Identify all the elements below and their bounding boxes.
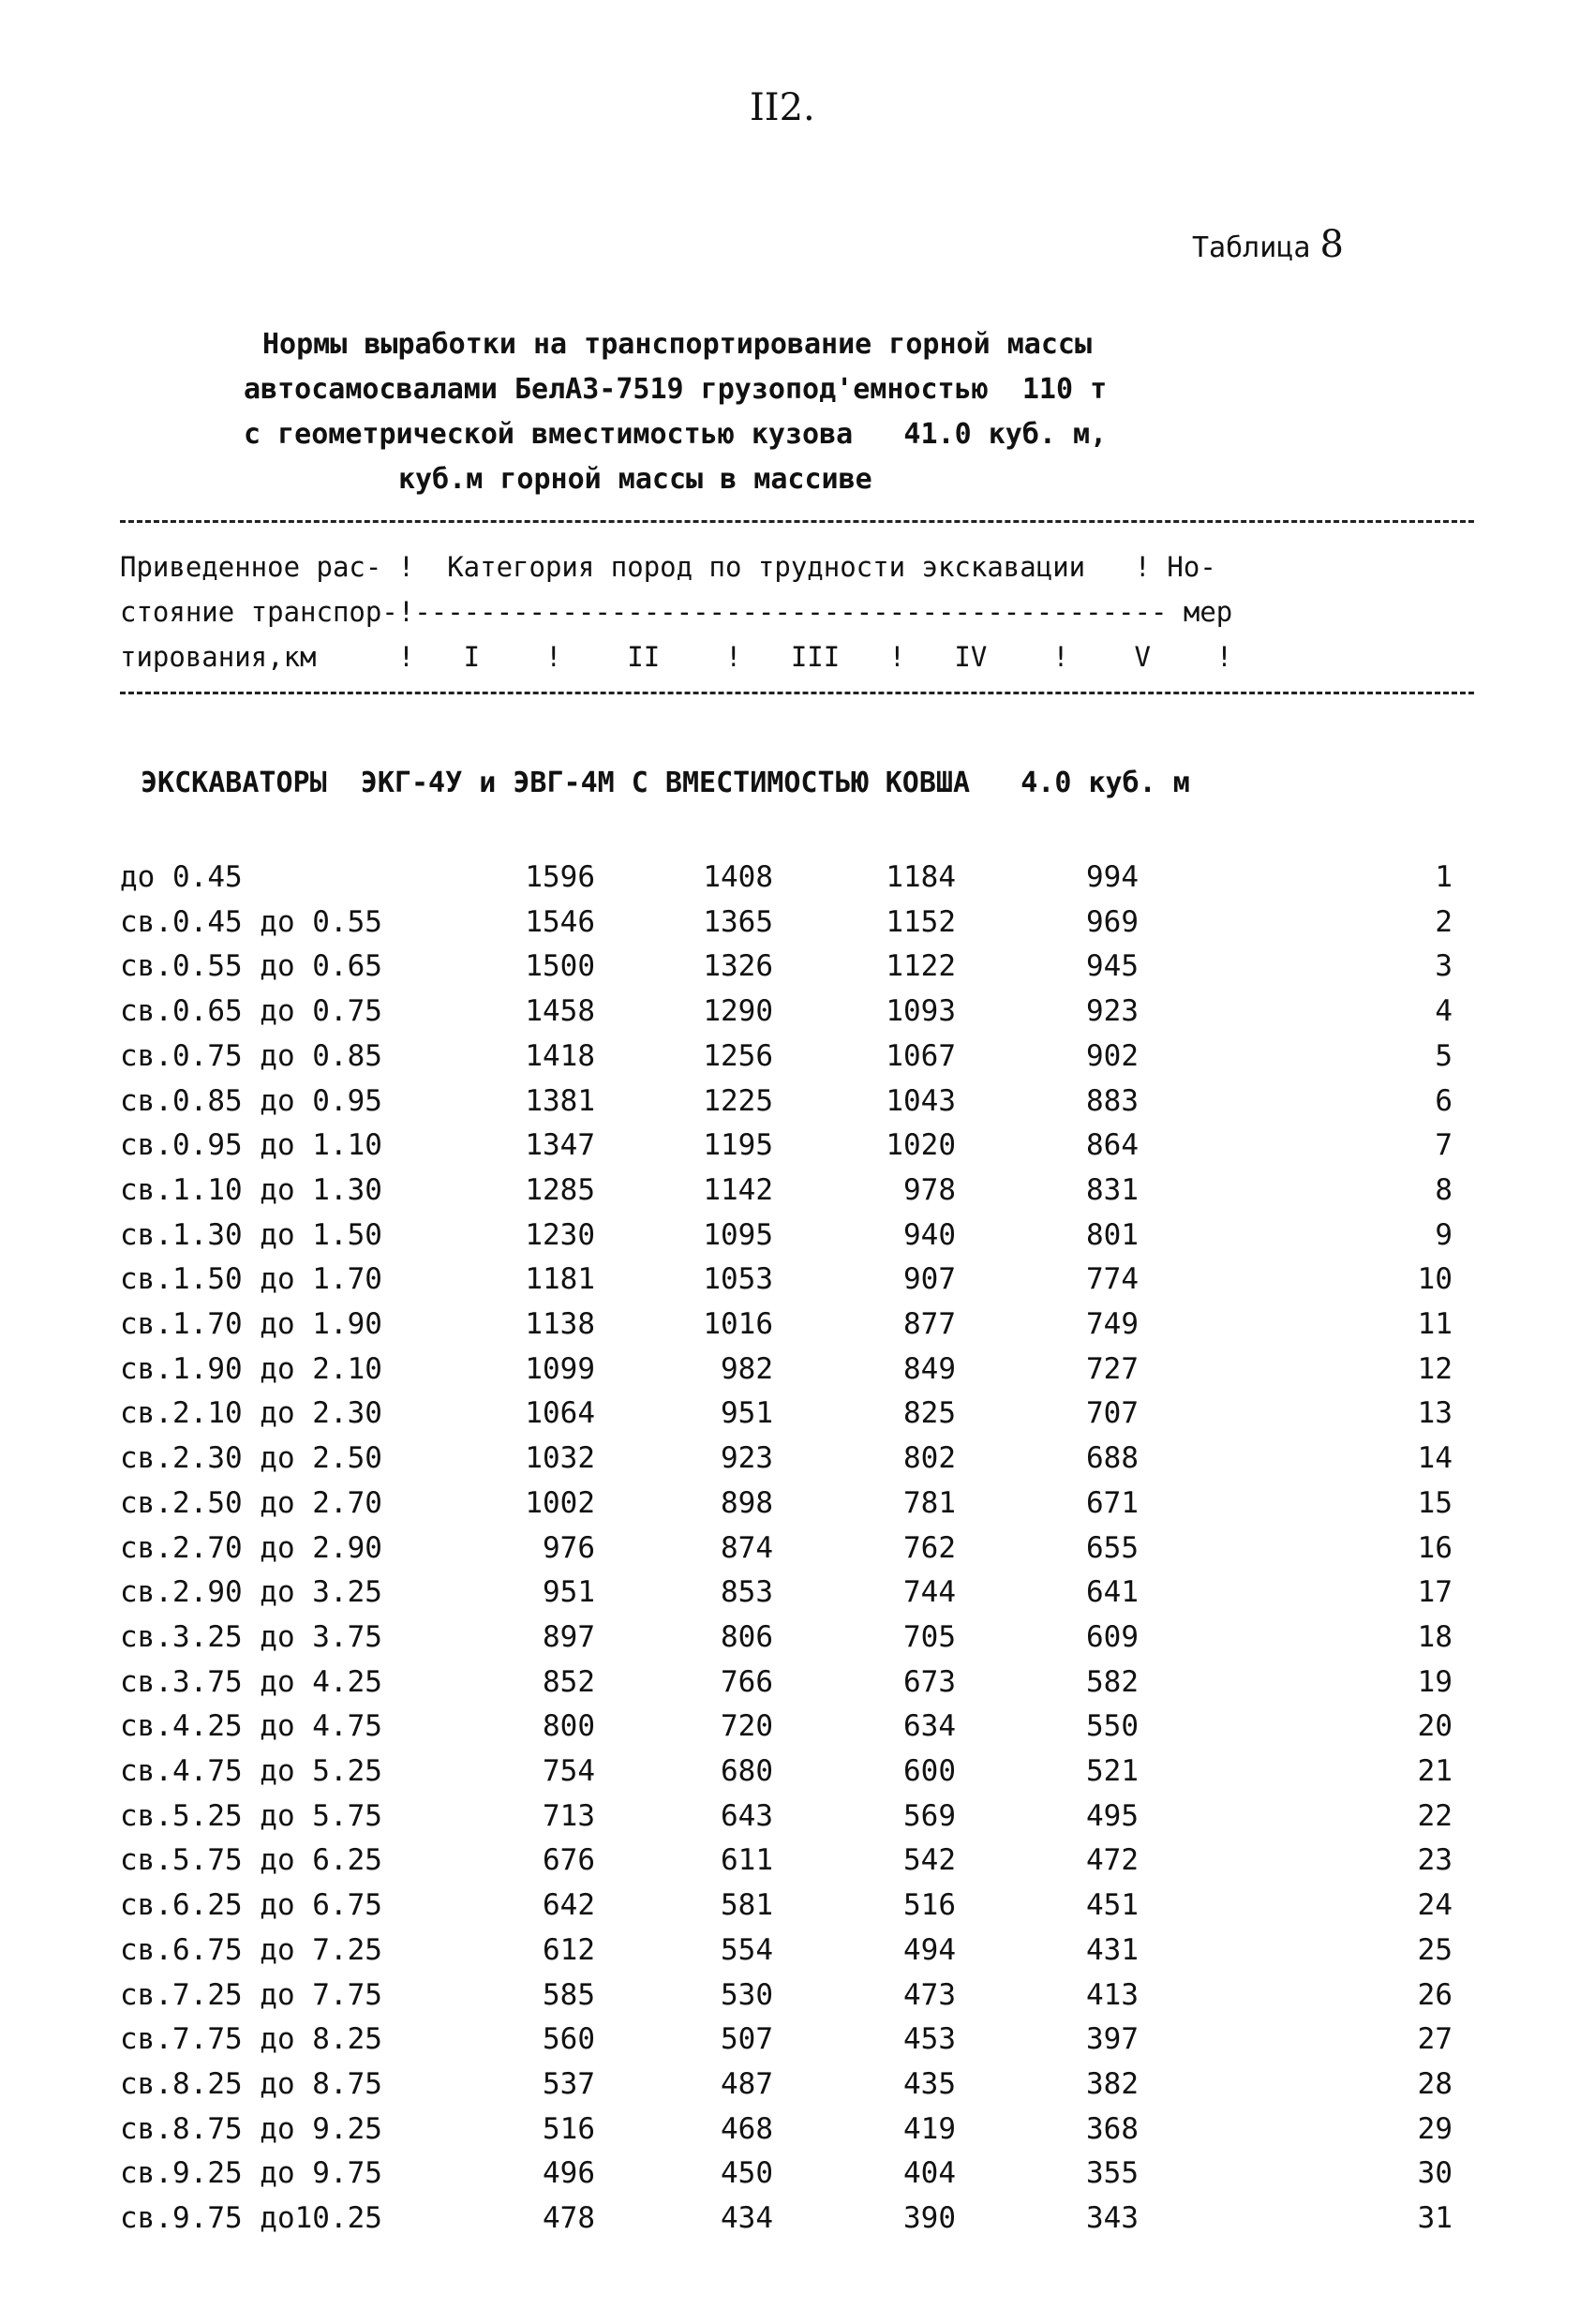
value-cat-2: 581	[721, 1888, 773, 1923]
value-cat-4: 727	[1086, 1351, 1139, 1386]
value-cat-2: 450	[721, 2156, 773, 2191]
distance-cell: св.2.30 до 2.50	[120, 1441, 382, 1476]
value-cat-3: 744	[903, 1575, 956, 1610]
value-cat-1: 1138	[525, 1307, 595, 1341]
value-cat-2: 898	[721, 1485, 773, 1520]
value-cat-2: 720	[721, 1709, 773, 1744]
table-row	[0, 1575, 1594, 1619]
value-cat-2: 1016	[703, 1307, 773, 1341]
value-cat-4: 902	[1086, 1038, 1139, 1073]
table-label	[1192, 223, 1344, 266]
value-cat-3: 453	[903, 2022, 956, 2057]
value-cat-2: 1365	[703, 904, 773, 939]
value-cat-2: 1053	[703, 1262, 773, 1297]
value-cat-3: 1020	[886, 1128, 956, 1163]
distance-cell: св.8.25 до 8.75	[120, 2066, 382, 2101]
value-cat-1: 897	[543, 1619, 595, 1654]
row-number: 31	[1417, 2201, 1452, 2235]
distance-cell: св.3.25 до 3.75	[120, 1619, 382, 1654]
table-row	[0, 1709, 1594, 1753]
row-number: 20	[1417, 1709, 1452, 1744]
table-row	[0, 1843, 1594, 1887]
row-number: 30	[1417, 2156, 1452, 2191]
value-cat-1: 1099	[525, 1351, 595, 1386]
row-number: 6	[1435, 1083, 1452, 1118]
value-cat-3: 600	[903, 1754, 956, 1788]
value-cat-1: 1381	[525, 1083, 595, 1118]
table-row	[0, 1128, 1594, 1172]
table-row	[0, 1888, 1594, 1932]
distance-cell: св.7.25 до 7.75	[120, 1977, 382, 2012]
value-cat-2: 923	[721, 1441, 773, 1476]
table-row	[0, 2112, 1594, 2156]
distance-cell: св.2.90 до 3.25	[120, 1575, 382, 1610]
value-cat-4: 864	[1086, 1128, 1139, 1163]
value-cat-2: 806	[721, 1619, 773, 1654]
distance-cell: св.8.75 до 9.25	[120, 2111, 382, 2146]
row-number: 7	[1435, 1128, 1452, 1163]
value-cat-1: 560	[543, 2022, 595, 2057]
value-cat-2: 1408	[703, 860, 773, 894]
value-cat-1: 642	[543, 1888, 595, 1923]
table-row	[0, 1978, 1594, 2022]
value-cat-3: 516	[903, 1888, 956, 1923]
value-cat-2: 507	[721, 2022, 773, 2057]
table-row	[0, 1218, 1594, 1262]
page-number: II2.	[750, 86, 815, 129]
value-cat-3: 978	[903, 1172, 956, 1207]
table-row	[0, 1531, 1594, 1575]
value-cat-4: 609	[1086, 1619, 1139, 1654]
distance-cell: св.2.70 до 2.90	[120, 1530, 382, 1565]
value-cat-3: 907	[903, 1262, 956, 1297]
header-line-2: стояние транспор-!---------------------------------------------- мер	[120, 596, 1233, 628]
value-cat-4: 688	[1086, 1441, 1139, 1476]
table-row	[0, 2201, 1594, 2245]
value-cat-4: 707	[1086, 1396, 1139, 1431]
row-number: 22	[1417, 1798, 1452, 1833]
row-number: 29	[1417, 2111, 1452, 2146]
distance-cell: св.0.85 до 0.95	[120, 1083, 382, 1118]
value-cat-3: 673	[903, 1664, 956, 1699]
value-cat-4: 413	[1086, 1977, 1139, 2012]
row-number: 2	[1435, 904, 1452, 939]
value-cat-3: 762	[903, 1530, 956, 1565]
value-cat-1: 478	[543, 2201, 595, 2235]
value-cat-1: 496	[543, 2156, 595, 2191]
value-cat-4: 355	[1086, 2156, 1139, 2191]
value-cat-2: 1326	[703, 949, 773, 984]
row-number: 10	[1417, 1262, 1452, 1297]
table-number: 8	[1319, 223, 1344, 266]
row-number: 19	[1417, 1664, 1452, 1699]
header-line-1: Приведенное рас- ! Категория пород по трудности экскавации ! Но-	[120, 551, 1216, 583]
table-row	[0, 2067, 1594, 2111]
value-cat-3: 877	[903, 1307, 956, 1341]
table-row	[0, 860, 1594, 904]
value-cat-3: 825	[903, 1396, 956, 1431]
value-cat-1: 585	[543, 1977, 595, 2012]
header-bottom-rule	[120, 692, 1474, 694]
value-cat-1: 1596	[525, 860, 595, 894]
value-cat-3: 781	[903, 1485, 956, 1520]
row-number: 9	[1435, 1217, 1452, 1252]
value-cat-2: 1225	[703, 1083, 773, 1118]
value-cat-2: 530	[721, 1977, 773, 2012]
value-cat-3: 1067	[886, 1038, 956, 1073]
value-cat-1: 516	[543, 2111, 595, 2146]
row-number: 11	[1417, 1307, 1452, 1341]
distance-cell: св.1.10 до 1.30	[120, 1172, 382, 1207]
value-cat-1: 1064	[525, 1396, 595, 1431]
value-cat-3: 849	[903, 1351, 956, 1386]
value-cat-1: 713	[543, 1798, 595, 1833]
value-cat-2: 951	[721, 1396, 773, 1431]
value-cat-3: 1152	[886, 904, 956, 939]
table-row	[0, 1799, 1594, 1843]
distance-cell: св.1.70 до 1.90	[120, 1307, 382, 1341]
table-row	[0, 1262, 1594, 1306]
distance-cell: св.4.25 до 4.75	[120, 1709, 382, 1744]
row-number: 14	[1417, 1441, 1452, 1476]
row-number: 3	[1435, 949, 1452, 984]
distance-cell: св.3.75 до 4.25	[120, 1664, 382, 1699]
value-cat-3: 419	[903, 2111, 956, 2146]
value-cat-3: 705	[903, 1619, 956, 1654]
value-cat-1: 800	[543, 1709, 595, 1744]
value-cat-2: 766	[721, 1664, 773, 1699]
table-label-text: Таблица	[1192, 231, 1311, 264]
row-number: 21	[1417, 1754, 1452, 1788]
distance-cell: св.0.95 до 1.10	[120, 1128, 382, 1163]
row-number: 1	[1435, 860, 1452, 894]
table-row	[0, 905, 1594, 949]
value-cat-2: 468	[721, 2111, 773, 2146]
distance-cell: св.2.50 до 2.70	[120, 1485, 382, 1520]
distance-cell: св.5.25 до 5.75	[120, 1798, 382, 1833]
value-cat-1: 676	[543, 1843, 595, 1878]
table-row	[0, 2022, 1594, 2066]
value-cat-4: 343	[1086, 2201, 1139, 2235]
value-cat-3: 802	[903, 1441, 956, 1476]
table-row	[0, 1396, 1594, 1440]
value-cat-4: 969	[1086, 904, 1139, 939]
row-number: 15	[1417, 1485, 1452, 1520]
table-row	[0, 1441, 1594, 1485]
distance-cell: св.0.65 до 0.75	[120, 994, 382, 1029]
section-title: ЭКСКАВАТОРЫ ЭКГ-4У и ЭВГ-4М С ВМЕСТИМОСТЬЮ КОВША 4.0 куб. м	[141, 767, 1190, 799]
value-cat-3: 390	[903, 2201, 956, 2235]
row-number: 25	[1417, 1932, 1452, 1967]
table-row	[0, 2156, 1594, 2200]
value-cat-1: 1418	[525, 1038, 595, 1073]
row-number: 12	[1417, 1351, 1452, 1386]
value-cat-1: 976	[543, 1530, 595, 1565]
value-cat-2: 874	[721, 1530, 773, 1565]
table-row	[0, 1754, 1594, 1798]
value-cat-3: 404	[903, 2156, 956, 2191]
title-line-3: с геометрической вместимостью кузова 41.0 куб. м,	[244, 418, 1108, 451]
row-number: 27	[1417, 2022, 1452, 2057]
value-cat-4: 883	[1086, 1083, 1139, 1118]
value-cat-2: 1095	[703, 1217, 773, 1252]
value-cat-4: 550	[1086, 1709, 1139, 1744]
row-number: 5	[1435, 1038, 1452, 1073]
value-cat-4: 923	[1086, 994, 1139, 1029]
table-row	[0, 1665, 1594, 1709]
distance-cell: св.1.30 до 1.50	[120, 1217, 382, 1252]
distance-cell: св.5.75 до 6.25	[120, 1843, 382, 1878]
distance-cell: св.1.90 до 2.10	[120, 1351, 382, 1386]
table-row	[0, 1039, 1594, 1083]
distance-cell: св.7.75 до 8.25	[120, 2022, 382, 2057]
value-cat-2: 680	[721, 1754, 773, 1788]
value-cat-4: 382	[1086, 2066, 1139, 2101]
value-cat-2: 982	[721, 1351, 773, 1386]
value-cat-3: 569	[903, 1798, 956, 1833]
value-cat-2: 853	[721, 1575, 773, 1610]
distance-cell: св.9.25 до 9.75	[120, 2156, 382, 2191]
title-line-4: куб.м горной массы в массиве	[398, 463, 872, 496]
value-cat-4: 774	[1086, 1262, 1139, 1297]
title-line-2: автосамосвалами БелАЗ-7519 грузопод'емностью 110 т	[244, 373, 1108, 406]
value-cat-4: 749	[1086, 1307, 1139, 1341]
distance-cell: св.1.50 до 1.70	[120, 1262, 382, 1297]
value-cat-4: 831	[1086, 1172, 1139, 1207]
distance-cell: св.2.10 до 2.30	[120, 1396, 382, 1431]
distance-cell: св.6.25 до 6.75	[120, 1888, 382, 1923]
header-top-rule	[120, 520, 1474, 523]
table-row	[0, 994, 1594, 1038]
value-cat-4: 801	[1086, 1217, 1139, 1252]
value-cat-1: 1500	[525, 949, 595, 984]
header-line-3: тирования,км ! I ! II ! III ! IV ! V !	[120, 641, 1233, 673]
value-cat-3: 435	[903, 2066, 956, 2101]
table-row	[0, 1307, 1594, 1351]
value-cat-1: 852	[543, 1664, 595, 1699]
distance-cell: св.4.75 до 5.25	[120, 1754, 382, 1788]
value-cat-4: 472	[1086, 1843, 1139, 1878]
value-cat-1: 1002	[525, 1485, 595, 1520]
distance-cell: св.0.75 до 0.85	[120, 1038, 382, 1073]
distance-cell: св.9.75 до10.25	[120, 2201, 382, 2235]
value-cat-2: 643	[721, 1798, 773, 1833]
value-cat-4: 671	[1086, 1485, 1139, 1520]
row-number: 13	[1417, 1396, 1452, 1431]
table-row	[0, 1173, 1594, 1217]
value-cat-3: 1184	[886, 860, 956, 894]
value-cat-4: 641	[1086, 1575, 1139, 1610]
row-number: 18	[1417, 1619, 1452, 1654]
value-cat-4: 994	[1086, 860, 1139, 894]
value-cat-2: 1195	[703, 1128, 773, 1163]
table-row	[0, 1084, 1594, 1128]
row-number: 4	[1435, 994, 1452, 1029]
value-cat-1: 951	[543, 1575, 595, 1610]
title-line-1: Нормы выработки на транспортирование горной массы	[262, 328, 1093, 361]
row-number: 17	[1417, 1575, 1452, 1610]
table-row	[0, 1352, 1594, 1396]
row-number: 8	[1435, 1172, 1452, 1207]
value-cat-1: 754	[543, 1754, 595, 1788]
value-cat-3: 542	[903, 1843, 956, 1878]
value-cat-2: 1142	[703, 1172, 773, 1207]
value-cat-3: 1093	[886, 994, 956, 1029]
row-number: 23	[1417, 1843, 1452, 1878]
value-cat-4: 655	[1086, 1530, 1139, 1565]
value-cat-4: 945	[1086, 949, 1139, 984]
table-row	[0, 1620, 1594, 1664]
value-cat-3: 1122	[886, 949, 956, 984]
value-cat-1: 612	[543, 1932, 595, 1967]
value-cat-4: 495	[1086, 1798, 1139, 1833]
value-cat-1: 1032	[525, 1441, 595, 1476]
value-cat-3: 1043	[886, 1083, 956, 1118]
value-cat-4: 397	[1086, 2022, 1139, 2057]
value-cat-3: 494	[903, 1932, 956, 1967]
row-number: 16	[1417, 1530, 1452, 1565]
value-cat-4: 431	[1086, 1932, 1139, 1967]
value-cat-2: 487	[721, 2066, 773, 2101]
value-cat-1: 1181	[525, 1262, 595, 1297]
value-cat-2: 1256	[703, 1038, 773, 1073]
table-row	[0, 1933, 1594, 1977]
value-cat-3: 634	[903, 1709, 956, 1744]
value-cat-1: 1230	[525, 1217, 595, 1252]
value-cat-1: 1458	[525, 994, 595, 1029]
value-cat-1: 537	[543, 2066, 595, 2101]
distance-cell: св.0.45 до 0.55	[120, 904, 382, 939]
value-cat-4: 582	[1086, 1664, 1139, 1699]
value-cat-1: 1546	[525, 904, 595, 939]
value-cat-2: 1290	[703, 994, 773, 1029]
row-number: 28	[1417, 2066, 1452, 2101]
value-cat-2: 611	[721, 1843, 773, 1878]
value-cat-4: 368	[1086, 2111, 1139, 2146]
value-cat-2: 554	[721, 1932, 773, 1967]
value-cat-4: 521	[1086, 1754, 1139, 1788]
table-row	[0, 949, 1594, 993]
table-row	[0, 1486, 1594, 1530]
value-cat-3: 473	[903, 1977, 956, 2012]
value-cat-3: 940	[903, 1217, 956, 1252]
value-cat-1: 1347	[525, 1128, 595, 1163]
value-cat-1: 1285	[525, 1172, 595, 1207]
row-number: 24	[1417, 1888, 1452, 1923]
value-cat-2: 434	[721, 2201, 773, 2235]
distance-cell: до 0.45	[120, 860, 243, 894]
value-cat-4: 451	[1086, 1888, 1139, 1923]
distance-cell: св.0.55 до 0.65	[120, 949, 382, 984]
distance-cell: св.6.75 до 7.25	[120, 1932, 382, 1967]
row-number: 26	[1417, 1977, 1452, 2012]
